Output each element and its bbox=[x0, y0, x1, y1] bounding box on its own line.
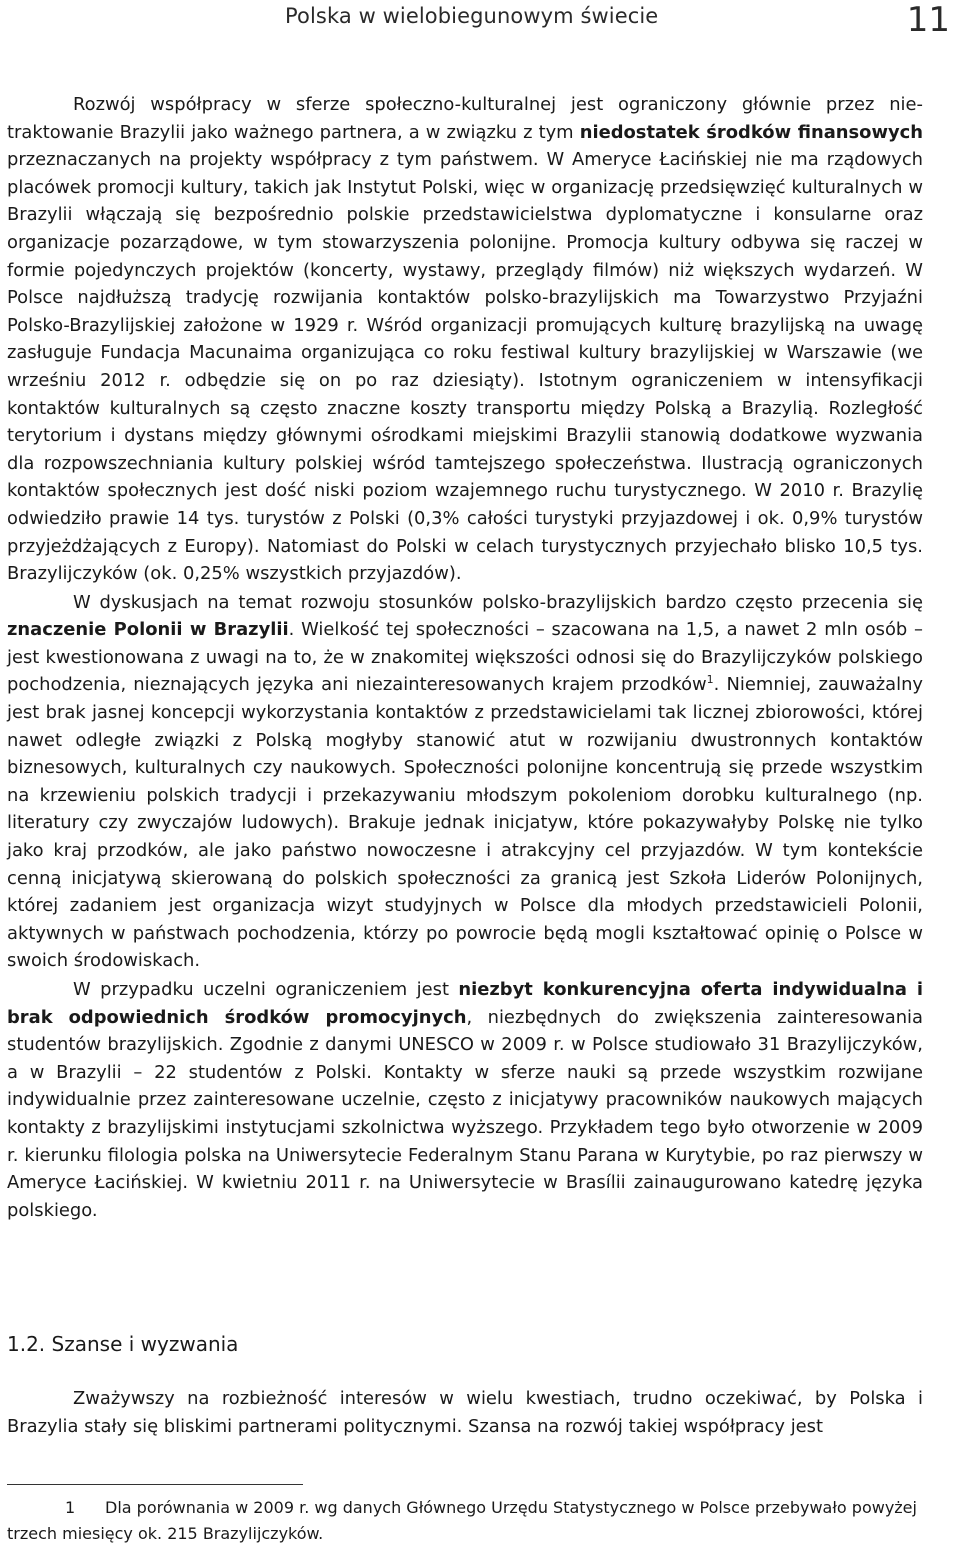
paragraph-cultural-cooperation bbox=[7, 91, 923, 588]
paragraph-universities bbox=[7, 976, 923, 1224]
emphasis-text: niedostatek środków finansowych bbox=[579, 121, 923, 143]
running-title: Polska w wielobiegunowym świecie bbox=[285, 4, 659, 28]
text-run: Rozwój współpracy w sferze społeczno-kulturalnej jest ograniczony głównie przez nietraktowanie Brazylii jako ważnego partnera, a w związku z tym bbox=[7, 94, 923, 143]
text-run: W dyskusjach na temat rozwoju stosunków polsko-brazylijskich bardzo często przecenia się bbox=[73, 591, 923, 613]
paragraph-opportunities: Zważywszy na rozbieżność interesów w wielu kwestiach, trudno oczekiwać, by Polska i Brazylia stały się bliskimi partnerami politycznymi. Szansa na rozwój takiej współpracy jest bbox=[7, 1388, 923, 1437]
section-body bbox=[7, 1385, 923, 1440]
text-run: . Niemniej, zauważalny jest brak jasnej koncepcji wykorzystania kontaktów z przedstawicielami tak licznej zbiorowości, której nawet odległe związki z Polską mogłyby stanowić atut w rozwijaniu dwustronnych kontaktów biznesowych, kulturalnych czy naukowych. Społeczności polonijne koncentrują się przede wszystkim na krzewieniu polskich tradycji i przekazywaniu młodszym pokoleniom dorobku kulturalnego (np. literatury czy zwyczajów ludowych). Brakuje jednak inicjatyw, które pokazywałyby Polskę nie tylko jako kraj przodków, ale jako państwo nowoczesne i atrakcyjny cel przyjazdów. W tym kontekście cenną inicjatywą skierowaną do polskich społeczności za granicą jest Szkoła Liderów Polonijnych, której zadaniem jest organizacja wizyt studyjnych w Polsce dla młodych przedstawicieli Polonii, aktywnych w państwach pochodzenia, którzy po powrocie będą mogli kształtować opinię o Polsce w swoich środowiskach. bbox=[7, 674, 923, 972]
footnote bbox=[7, 1495, 957, 1547]
text-run: , niezbędnych do zwiększenia zainteresowania studentów brazylijskich. Zgodnie z danymi UNESCO w 2009 r. w Polsce studiowało 31 Brazylijczyków, a w Brazylii – 22 studentów z Polski. Kontakty w sferze nauki są przede wszystkim rozwijane indywidualnie przez zainteresowane uczelnie, często z inicjatywy pracowników naukowych mających kontakty z brazylijskimi instytucjami szkolnictwa wyższego. Przykładem tego było otworzenie w 2009 r. kierunku filologia polska na Uniwersytecie Federalnym Stanu Parana w Kurytybie, po raz pierwszy w Ameryce Łacińskiej. W kwietniu 2011 r. na Uniwersytecie w Brasílii zainaugurowano katedrę języka polskiego. bbox=[7, 1006, 923, 1221]
text-run: przeznaczanych na projekty współpracy z tym państwem. W Ameryce Łacińskiej nie ma rządowych placówek promocji kultury, takich jak Instytut Polski, więc w organizację przedsięwzięć kulturalnych w Brazylii włączają się bezpośrednio polskie przedstawicielstwa dyplomatyczne i konsularne oraz organizacje pozarządowe, w tym stowarzyszenia polonijne. Promocja kultury odbywa się raczej w formie pojedynczych projektów (koncerty, wystawy, przeglądy filmów) niż większych wydarzeń. W Polsce najdłuższą tradycję rozwijania kontaktów polsko-brazylijskich ma Towarzystwo Przyjaźni Polsko-Brazylijskiej założone w 1929 r. Wśród organizacji promujących kulturę brazylijską na uwagę zasługuje Fundacja Macunaima organizująca co roku festiwal kultury brazylijskiej w Warszawie (we wrześniu 2012 r. odbędzie się on po raz dziesiąty). Istotnym ograniczeniem w intensyfikacji kontaktów kulturalnych są często znaczne koszty transportu między Polską a Brazylią. Rozległość terytorium i dystans między głównymi ośrodkami miejskimi Brazylii stanowią dodatkowe wyzwania dla rozpowszechniania kultury polskiej wśród tamtejszego społeczeństwa. Ilustracją ograniczonych kontaktów społecznych jest dość niski poziom wzajemnego ruchu turystycznego. W 2010 r. Brazylię odwiedziło prawie 14 tys. turystów z Polski (0,3% całości turystyki przyjazdowej i ok. 0,9% turystów przyjeżdżających z Europy). Natomiast do Polski w celach turystycznych przyjechało blisko 10,5 tys. Brazylijczyków (ok. 0,25% wszystkich przyjazdów). bbox=[7, 149, 923, 585]
paragraph-polonia bbox=[7, 589, 923, 975]
footnote-mark: 1 bbox=[65, 1498, 76, 1517]
page-number: 11 bbox=[906, 0, 950, 40]
footnote-text: Dla porównania w 2009 r. wg danych Głównego Urzędu Statystycznego w Polsce przebywało powyżej trzech miesięcy ok. 215 Brazylijczyków. bbox=[7, 1498, 917, 1543]
section-heading: 1.2. Szanse i wyzwania bbox=[7, 1332, 239, 1356]
body-text bbox=[7, 91, 923, 1224]
emphasis-text: niezbyt konkurencyjna oferta indywidualna i brak odpowiednich środków promocyjnych bbox=[7, 979, 923, 1028]
footnote-reference[interactable]: 1 bbox=[706, 673, 714, 687]
text-run: . Wielkość tej społeczności – szacowana na 1,5, a nawet 2 mln osób – jest kwestionowana z uwagi na to, że w znakomitej większości odnosi się do Brazylijczyków polskiego pochodzenia, nieznających języka ani niezainteresowanych krajem przodków bbox=[7, 619, 923, 696]
emphasis-text: znaczenie Polonii w Brazylii bbox=[7, 619, 289, 641]
footnote-divider bbox=[7, 1484, 303, 1485]
text-run: W przypadku uczelni ograniczeniem jest bbox=[73, 979, 459, 1000]
